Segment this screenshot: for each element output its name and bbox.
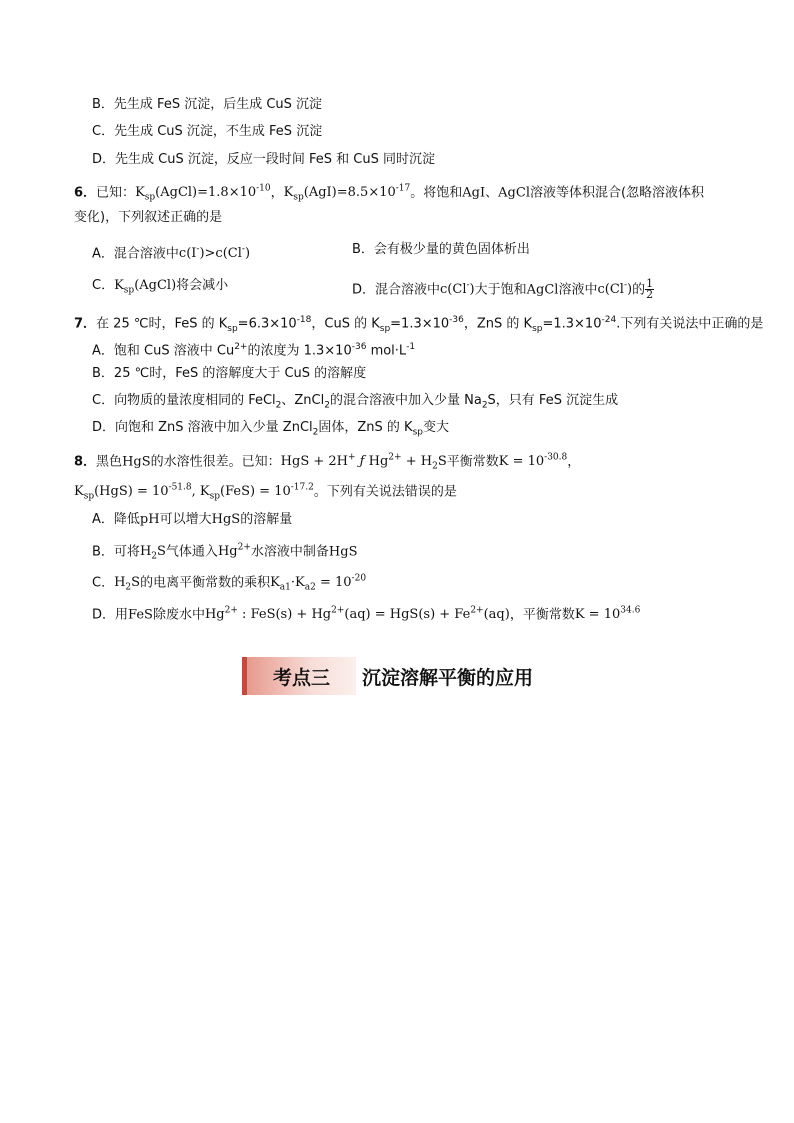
q8-option-b: B．可将$H_2S$气体通入$Hg^{2+}$水溶液中制备HgS	[92, 543, 358, 562]
q8-stem: 8．黑色HgS的水溶性很差。已知：HgS + 2H+ ƒ $Hg^{2+} + H_2S$平衡常数$K = 10^{-30.8}$，	[74, 453, 581, 472]
q8-option-c: C．$H_2S$的电离平衡常数的乘积$K_{a1}\cdot K_{a2} = 10^{-20}$	[92, 574, 367, 593]
section-heading	[242, 657, 533, 695]
q7-option-a: A．饱和 CuS 溶液中 $Cu^{2+}$的浓度为 $1.3\times 10^{-36}$ $mol\cdot L^{-1}$	[92, 342, 416, 359]
q5-option-c: C．先生成 CuS 沉淀，不生成 FeS 沉淀	[92, 124, 323, 139]
q6-stem: 6．已知：$K_{sp}(AgCl)=1.8\times 10^{-10}$，$K_{sp}(AgI)=8.5\times 10^{-17}$。将饱和AgI、AgCl溶液等体积混合(忽略溶液体积	[74, 184, 705, 203]
q7-option-d: D．向饱和 ZnS 溶液中加入少量 ZnCl$_2$固体，ZnS 的 $K_{sp}$变大	[92, 420, 449, 438]
q5-option-d: D．先生成 CuS 沉淀，反应一段时间 FeS 和 CuS 同时沉淀	[92, 152, 435, 167]
q6-option-d: D．混合溶液中c(Cl-)大于饱和AgCl溶液中c(Cl-)的 $\frac{1}{2}$	[352, 277, 654, 302]
section-badge: 考点三	[242, 657, 356, 695]
q6-stem-line2: 变化)，下列叙述正确的是	[74, 210, 223, 225]
q8-stem-line2: $K_{sp}(HgS) = 10^{-51.8}$, $K_{sp}(FeS) = 10^{-17.2}$。下列有关说法错误的是	[74, 483, 457, 502]
q6-option-c: C．$K_{sp}(AgCl)$将会减小	[92, 278, 229, 296]
section-title: 沉淀溶解平衡的应用	[362, 666, 534, 689]
q8-option-a: A．降低pH可以增大HgS的溶解量	[92, 512, 293, 527]
q5-option-b: B．先生成 FeS 沉淀，后生成 CuS 沉淀	[92, 97, 323, 112]
q7-option-b: B．25 ℃时，FeS 的溶解度大于 CuS 的溶解度	[92, 366, 367, 381]
q8-option-d: D．用FeS除废水中$Hg^{2+}$ : $FeS(s) + Hg^{2+}(aq) = HgS(s) + Fe^{2+}(aq)$，平衡常数$K = 10^{34.6}$	[92, 606, 641, 623]
one-half-fraction: $\frac{1}{2}$	[646, 277, 654, 302]
q7-stem: 7．在 25 ℃时，FeS 的 $K_{sp}=6.3\times 10^{-18}$，CuS 的 $K_{sp}=1.3\times 10^{-36}$，ZnS 的 $K_{sp}=1.3\times 10^{-24}$.下列有关说法中正确的是	[74, 315, 764, 334]
q6-option-b: B．会有极少量的黄色固体析出	[352, 242, 530, 257]
q6-option-a: A．混合溶液中c(I-)>c(Cl-)	[92, 245, 251, 262]
q7-option-c: C．向物质的量浓度相同的 FeCl$_2$、ZnCl$_2$的混合溶液中加入少量 $Na_2S$，只有 FeS 沉淀生成	[92, 393, 619, 411]
